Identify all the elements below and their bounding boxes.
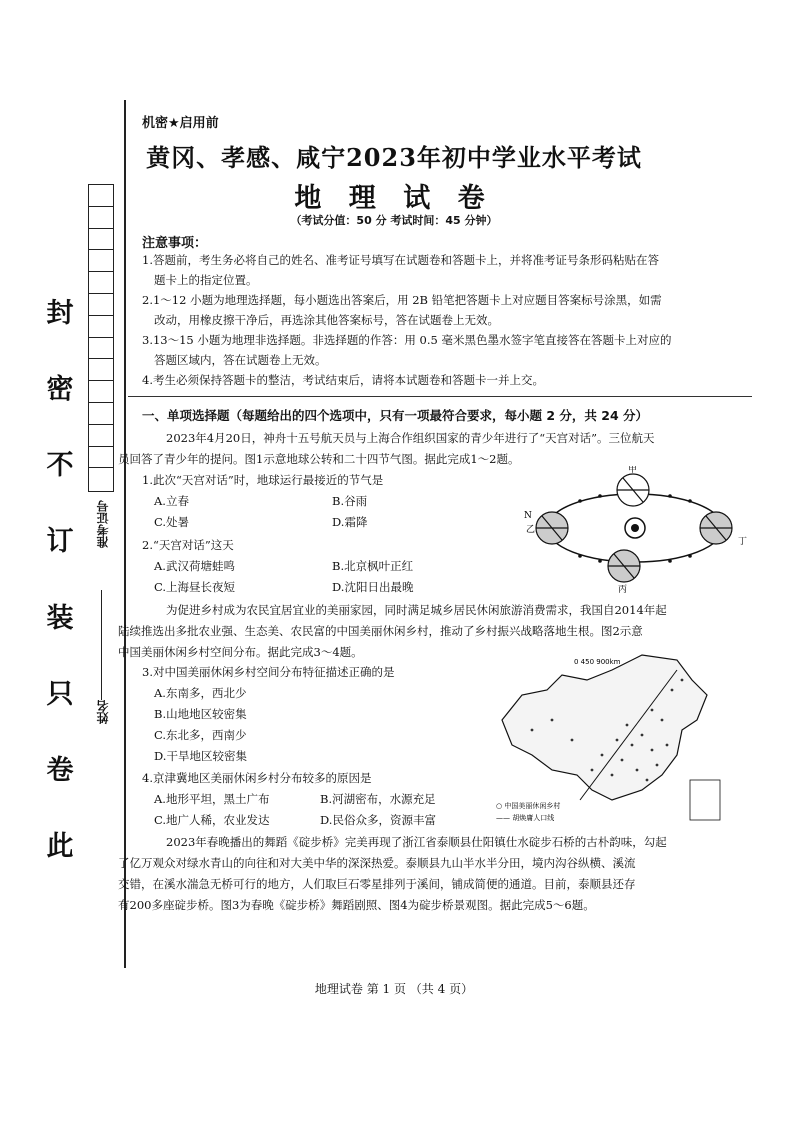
intro-1: 2023年4月20日，神舟十五号航天员与上海合作组织国家的青少年进行了“天宫对话”。三位航天 员回答了青少年的提问。图1示意地球公转和二十四节气图。据此完成1～2题。 bbox=[118, 431, 655, 466]
q1-option-d: D.霜降 bbox=[332, 515, 368, 529]
q3-option-b: B.山地地区较密集 bbox=[154, 707, 247, 721]
q4-option-b: B.河湖密布，水源充足 bbox=[320, 792, 436, 806]
label-jia: 甲 bbox=[628, 466, 638, 475]
name-label: 姓名 bbox=[96, 700, 110, 724]
confidential-mark: 机密★启用前 bbox=[142, 116, 219, 131]
seal-char: 装 bbox=[46, 602, 74, 634]
earth-orbit-figure bbox=[520, 466, 750, 594]
name-line[interactable] bbox=[101, 590, 102, 700]
map-scale: 0 450 900km bbox=[574, 658, 621, 666]
q3-option-a: A.东南多，西北少 bbox=[154, 686, 247, 700]
seal-char: 密 bbox=[46, 374, 74, 406]
question-3: 3.对中国美丽休闲乡村空间分布特征描述正确的是 bbox=[142, 665, 395, 679]
section-heading: 一、单项选择题（每题给出的四个选项中，只有一项最符合要求，每小题 2 分，共 24 分） bbox=[142, 408, 649, 423]
binding-line bbox=[124, 100, 126, 968]
note-3: 3.13～15 小题为地理非选择题。非选择题的作答：用 0.5 毫米黑色墨水签字笔直接答在答题卡上对应的 答题区域内，答在试题卷上无效。 bbox=[142, 333, 672, 367]
china-map-figure bbox=[492, 650, 727, 830]
exam-title: 黄冈、孝感、咸宁2023年初中学业水平考试 bbox=[146, 143, 642, 172]
exam-info: （考试分值：50 分 考试时间：45 分钟） bbox=[290, 214, 498, 227]
seal-char: 不 bbox=[46, 450, 74, 482]
exam-id-label: 准考证号 bbox=[96, 500, 110, 548]
note-1: 1.答题前，考生务必将自己的姓名、准考证号填写在试题卷和答题卡上，并将准考证号条形码粘贴在答 题卡上的指定位置。 bbox=[142, 253, 659, 287]
q4-option-d: D.民俗众多，资源丰富 bbox=[320, 813, 436, 827]
notes-heading: 注意事项： bbox=[142, 236, 208, 251]
q1-option-b: B.谷雨 bbox=[332, 494, 368, 508]
q2-option-a: A.武汉荷塘蛙鸣 bbox=[154, 559, 235, 573]
question-2: 2.“天宫对话”这天 bbox=[142, 538, 234, 552]
label-yi: 乙 bbox=[526, 525, 536, 535]
question-4: 4.京津冀地区美丽休闲乡村分布较多的原因是 bbox=[142, 771, 372, 785]
note-4: 4.考生必须保持答题卡的整洁，考试结束后，请将本试题卷和答题卡一并上交。 bbox=[142, 373, 544, 387]
intro-3: 2023年春晚播出的舞蹈《碇步桥》完美再现了浙江省泰顺县仕阳镇仕水碇步石桥的古朴韵味，勾起 了亿万观众对绿水青山的向往和对大美中华的深深热爱。泰顺县九山半水半分田，境内沟谷纵横、溪流 交错，在溪水湍急无桥可行的地方，人们取巨石零星排列于溪间，铺成简便的通道。目前，泰顺县还存 有200多座碇步桥。图3为春晚《碇步桥》舞蹈剧照、图4为碇步桥景观图。据此完成5～6题。 bbox=[118, 835, 667, 912]
seal-char: 封 bbox=[46, 298, 74, 329]
map-legend-line: —— 胡焕庸人口线 bbox=[496, 814, 555, 822]
seal-warning bbox=[40, 300, 80, 860]
seal-char: 订 bbox=[46, 526, 74, 558]
q4-option-a: A.地形平坦，黑土广布 bbox=[154, 792, 270, 806]
q3-option-c: C.东北多，西南少 bbox=[154, 728, 247, 742]
exam-id-boxes[interactable] bbox=[88, 184, 114, 492]
intro-2: 为促进乡村成为农民宜居宜业的美丽家园，同时满足城乡居民休闲旅游消费需求，我国自2014年起 陆续推选出多批农业强、生态美、农民富的中国美丽休闲乡村，推动了乡村振兴战略落地生根。图2示意 中国美丽休闲乡村空间分布。据此完成3～4题。 bbox=[118, 603, 667, 659]
label-ding: 丁 bbox=[738, 537, 748, 547]
label-bing: 丙 bbox=[618, 585, 628, 594]
seal-char: 卷 bbox=[46, 754, 74, 786]
map-legend-village: ○ 中国美丽休闲乡村 bbox=[496, 802, 561, 810]
q1-option-c: C.处暑 bbox=[154, 515, 190, 529]
note-2: 2.1～12 小题为地理选择题，每小题选出答案后，用 2B 铅笔把答题卡上对应题目答案标号涂黑，如需 改动，用橡皮擦干净后，再选涂其他答案标号，答在试题卷上无效。 bbox=[142, 293, 662, 327]
q4-option-c: C.地广人稀，农业发达 bbox=[154, 813, 270, 827]
question-1: 1.此次“天宫对话”时，地球运行最接近的节气是 bbox=[142, 473, 384, 487]
q2-option-d: D.沈阳日出最晚 bbox=[332, 580, 414, 594]
seal-char: 只 bbox=[46, 678, 74, 710]
q1-option-a: A.立春 bbox=[154, 494, 189, 508]
q2-option-c: C.上海昼长夜短 bbox=[154, 580, 236, 594]
label-north: N bbox=[524, 511, 532, 521]
q3-option-d: D.干旱地区较密集 bbox=[154, 749, 247, 763]
seal-char: 此 bbox=[46, 830, 74, 862]
page-footer: 地理试卷 第 1 页 （共 4 页） bbox=[314, 982, 474, 996]
q2-option-b: B.北京枫叶正红 bbox=[332, 559, 414, 573]
divider bbox=[128, 396, 752, 397]
subject-title: 地 理 试 卷 bbox=[294, 183, 494, 214]
